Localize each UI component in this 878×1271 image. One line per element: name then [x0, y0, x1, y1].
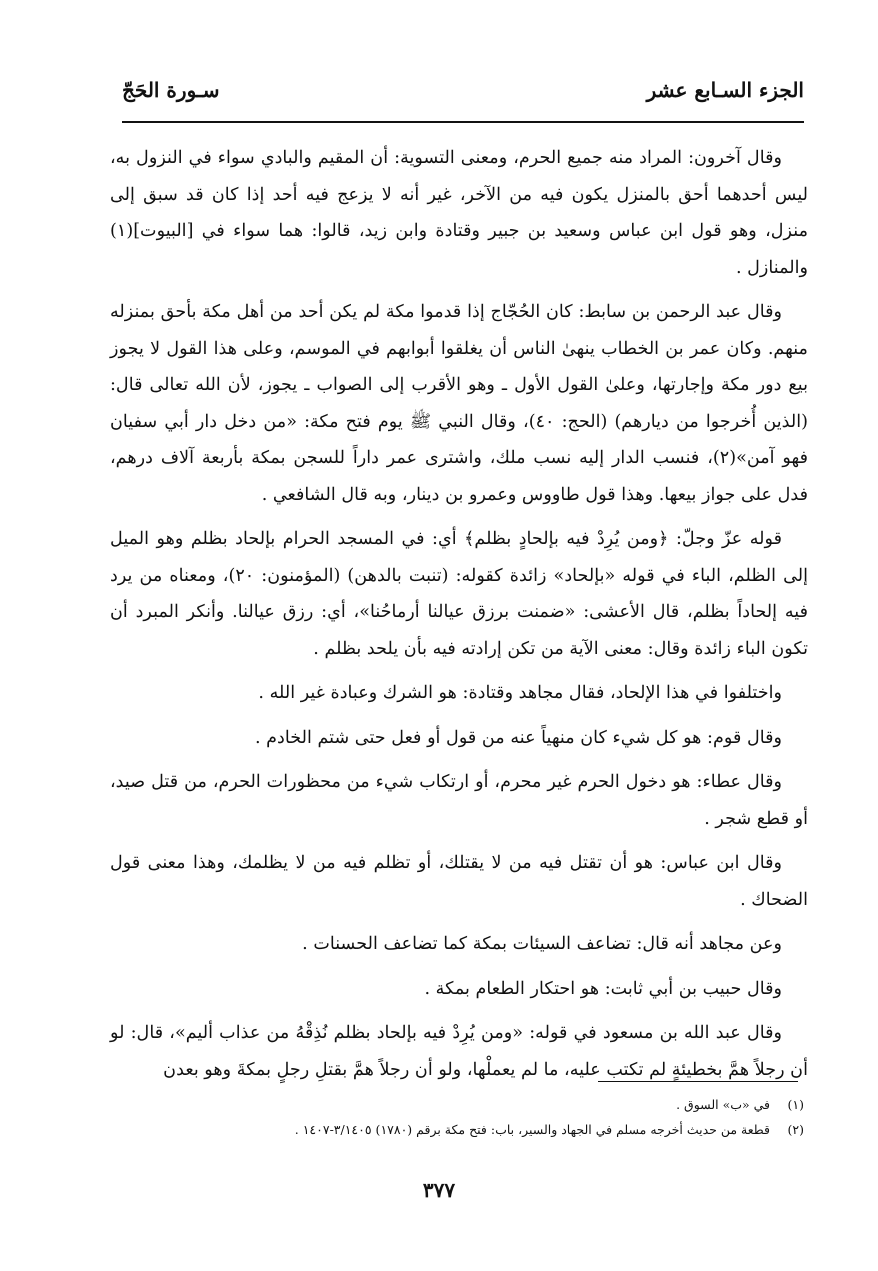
footnote-rule: [598, 1081, 798, 1082]
running-header: [122, 70, 804, 110]
paragraph: وقال عبد الرحمن بن سابط: كان الحُجّاج إذا قدموا مكة لم يكن أحد من أهل مكة بأحق بمنزله منهم. وكان عمر بن الخطاب ينهىٰ الناس أن يغلقوا أبوابهم في الموسم، وعلى هذا القول لا يجوز بيع دور مكة وإجارتها، وعلىٰ القول الأول ـ وهو الأقرب إلى الصواب ـ يجوز، لأن الله تعالى قال: (الذين أُخرجوا من ديارهم) (الحج: ٤٠)، وقال النبي ﷺ يوم فتح مكة: «من دخل دار أبي سفيان فهو آمن»(٢)، فنسب الدار إليه نسب ملك، واشترى عمر داراً للسجن بمكة بأربعة آلاف درهم، فدل على جواز بيعها. وهذا قول طاووس وعمرو بن دينار، وبه قال الشافعي .: [110, 302, 808, 505]
page-number: ٣٧٧: [422, 1178, 456, 1202]
paragraph: وقال عبد الله بن مسعود في قوله: «ومن يُرِدْ فيه بإلحاد بظلم نُذِقْهُ من عذاب أليم»، قال: لو أن رجلاً همَّ بخطيئةٍ لم تكتب عليه، ما لم يعملْها، ولو أن رجلاً همَّ بقتلِ رجلٍ بمكةَ وهو بعدن: [110, 1023, 808, 1080]
header-part: الجزء السـابع عشر: [646, 78, 804, 102]
main-text: [110, 140, 808, 1096]
footnotes: [120, 1092, 804, 1142]
footnote-text: في «ب» السوق .: [676, 1097, 771, 1112]
paragraph: وقال حبيب بن أبي ثابت: هو احتكار الطعام بمكة .: [424, 978, 782, 999]
header-rule: [122, 121, 804, 123]
paragraph: وقال ابن عباس: هو أن تقتل فيه من لا يقتلك، أو تظلم فيه من لا يظلمك، وهذا معنى قول الضحاك .: [110, 853, 808, 910]
footnote-item: [120, 1117, 804, 1142]
footnote-number: (٢): [787, 1122, 804, 1137]
footnote-number: (١): [787, 1097, 804, 1112]
paragraph: قوله عزّ وجلّ: ﴿ومن يُرِدْ فيه بإلحادٍ بظلم﴾ أي: في المسجد الحرام بإلحاد بظلم وهو الميل إلى الظلم، الباء في قوله «بإلحاد» زائدة كقوله: (تنبت بالدهن) (المؤمنون: ٢٠)، ومعناه من يرد فيه إلحاداً بظلم، قال الأعشى: «ضمنت برزق عيالنا أرماحُنا»، أي: رزق عيالنا. وأنكر المبرد أن تكون الباء زائدة وقال: معنى الآية من تكن إرادته فيه بأن يلحد بظلم .: [110, 529, 808, 659]
footnote-item: [120, 1092, 804, 1117]
paragraph: وقال آخرون: المراد منه جميع الحرم، ومعنى التسوية: أن المقيم والبادي سواء في النزول به، ليس أحدهما أحق بالمنزل يكون فيه من الآخر، غير أنه لا يزعج فيه أحد إذا كان قد سبق إلى منزل، وهو قول ابن عباس وسعيد بن جبير وقتادة وابن زيد، قالوا: هما سواء في [البيوت](١) والمنازل .: [110, 148, 808, 278]
paragraph: واختلفوا في هذا الإلحاد، فقال مجاهد وقتادة: هو الشرك وعبادة غير الله .: [258, 683, 782, 703]
paragraph: وقال قوم: هو كل شيء كان منهياً عنه من قول أو فعل حتى شتم الخادم .: [254, 727, 782, 748]
paragraph: وعن مجاهد أنه قال: تضاعف السيئات بمكة كما تضاعف الحسنات .: [302, 934, 782, 954]
paragraph: وقال عطاء: هو دخول الحرم غير محرم، أو ارتكاب شيء من محظورات الحرم، من قتل صيد، أو قطع شجر .: [110, 772, 808, 829]
header-surah: سـورة الحَجّ: [122, 78, 220, 102]
footnote-text: قطعة من حديث أخرجه مسلم في الجهاد والسير، باب: فتح مكة برقم (١٧٨٠) ٣/١٤٠٥-١٤٠٧ .: [294, 1122, 771, 1137]
